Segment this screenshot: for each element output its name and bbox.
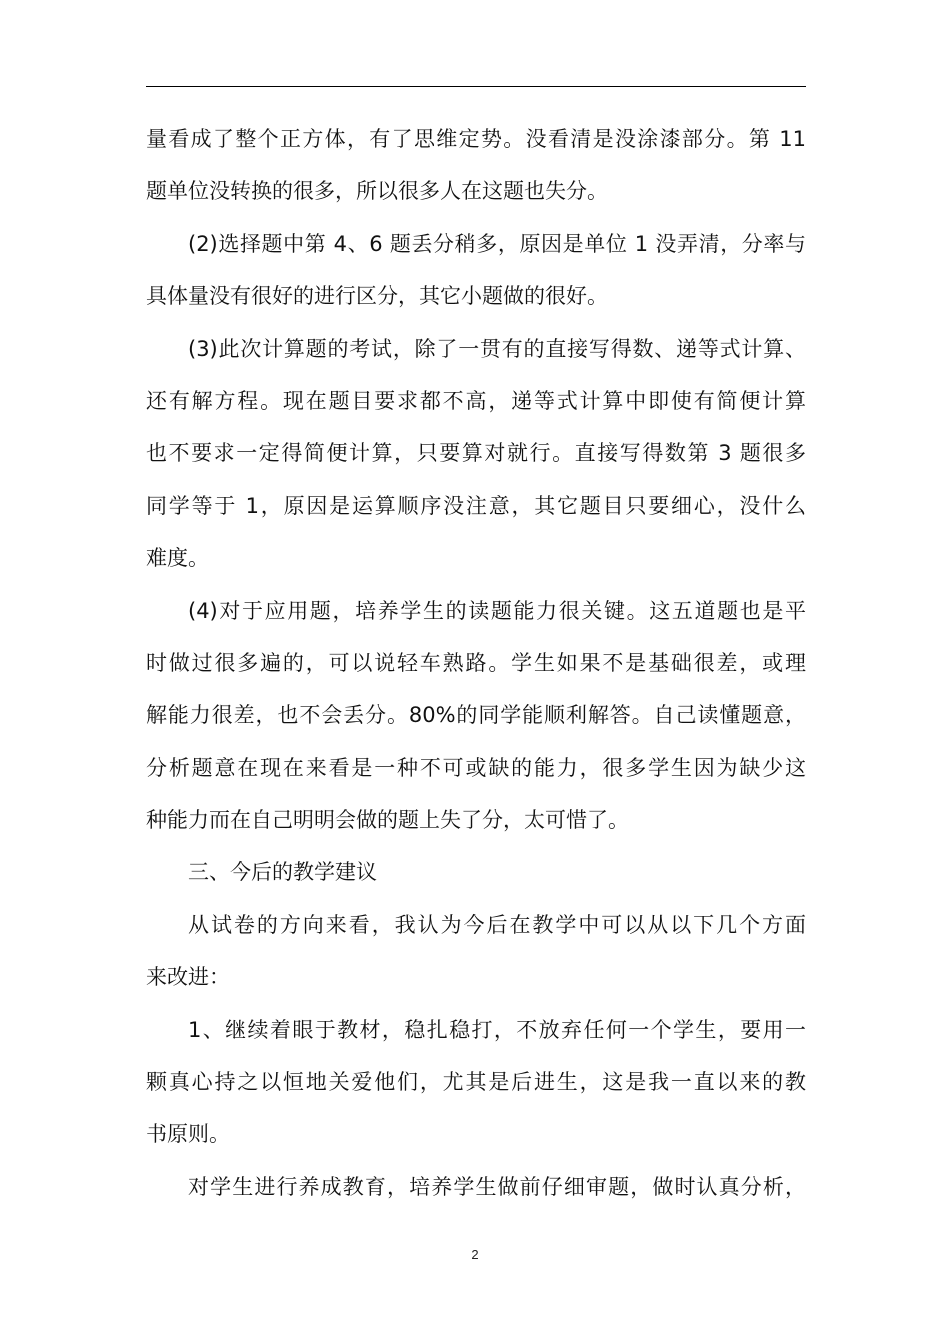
text-line: 三、今后的教学建议 [188,860,377,885]
document-body [146,121,806,1221]
header-rule [146,86,806,87]
page-number: 2 [471,1247,479,1262]
text-line: 题单位没转换的很多，所以很多人在这题也失分。 [146,179,608,204]
text-line: 颗真心持之以恒地关爱他们，尤其是后进生，这是我一直以来的教 [146,1070,806,1095]
text-line: (2)选择题中第 4、6 题丢分稍多，原因是单位 1 没弄清，分率与 [188,231,806,256]
text-line: 还有解方程。现在题目要求都不高，递等式计算中即使有简便计算 [146,388,806,413]
text-line: 具体量没有很好的进行区分，其它小题做的很好。 [146,284,608,309]
text-line: 从试卷的方向来看，我认为今后在教学中可以从以下几个方面 [188,912,806,937]
text-line: (3)此次计算题的考试，除了一贯有的直接写得数、递等式计算、 [188,336,806,361]
text-line: 解能力很差，也不会丢分。80%的同学能顺利解答。自己读懂题意， [146,703,806,728]
text-line: 也不要求一定得简便计算，只要算对就行。直接写得数第 3 题很多 [146,441,806,466]
text-line: 难度。 [146,546,209,571]
text-line: 量看成了整个正方体，有了思维定势。没看清是没涂漆部分。第 11 [146,127,806,151]
text-line: 分析题意在现在来看是一种不可或缺的能力，很多学生因为缺少这 [146,755,806,780]
text-line: 同学等于 1，原因是运算顺序没注意，其它题目只要细心，没什么 [146,493,806,518]
text-line: 对学生进行养成教育，培养学生做前仔细审题，做时认真分析， [188,1174,806,1199]
text-line: (4)对于应用题，培养学生的读题能力很关键。这五道题也是平 [188,598,806,623]
text-line: 种能力而在自己明明会做的题上失了分，太可惜了。 [146,808,629,833]
text-line: 1、继续着眼于教材，稳扎稳打，不放弃任何一个学生，要用一 [188,1017,806,1042]
text-line: 时做过很多遍的，可以说轻车熟路。学生如果不是基础很差，或理 [146,650,806,675]
text-line: 来改进： [146,965,230,990]
text-line: 书原则。 [146,1122,230,1147]
